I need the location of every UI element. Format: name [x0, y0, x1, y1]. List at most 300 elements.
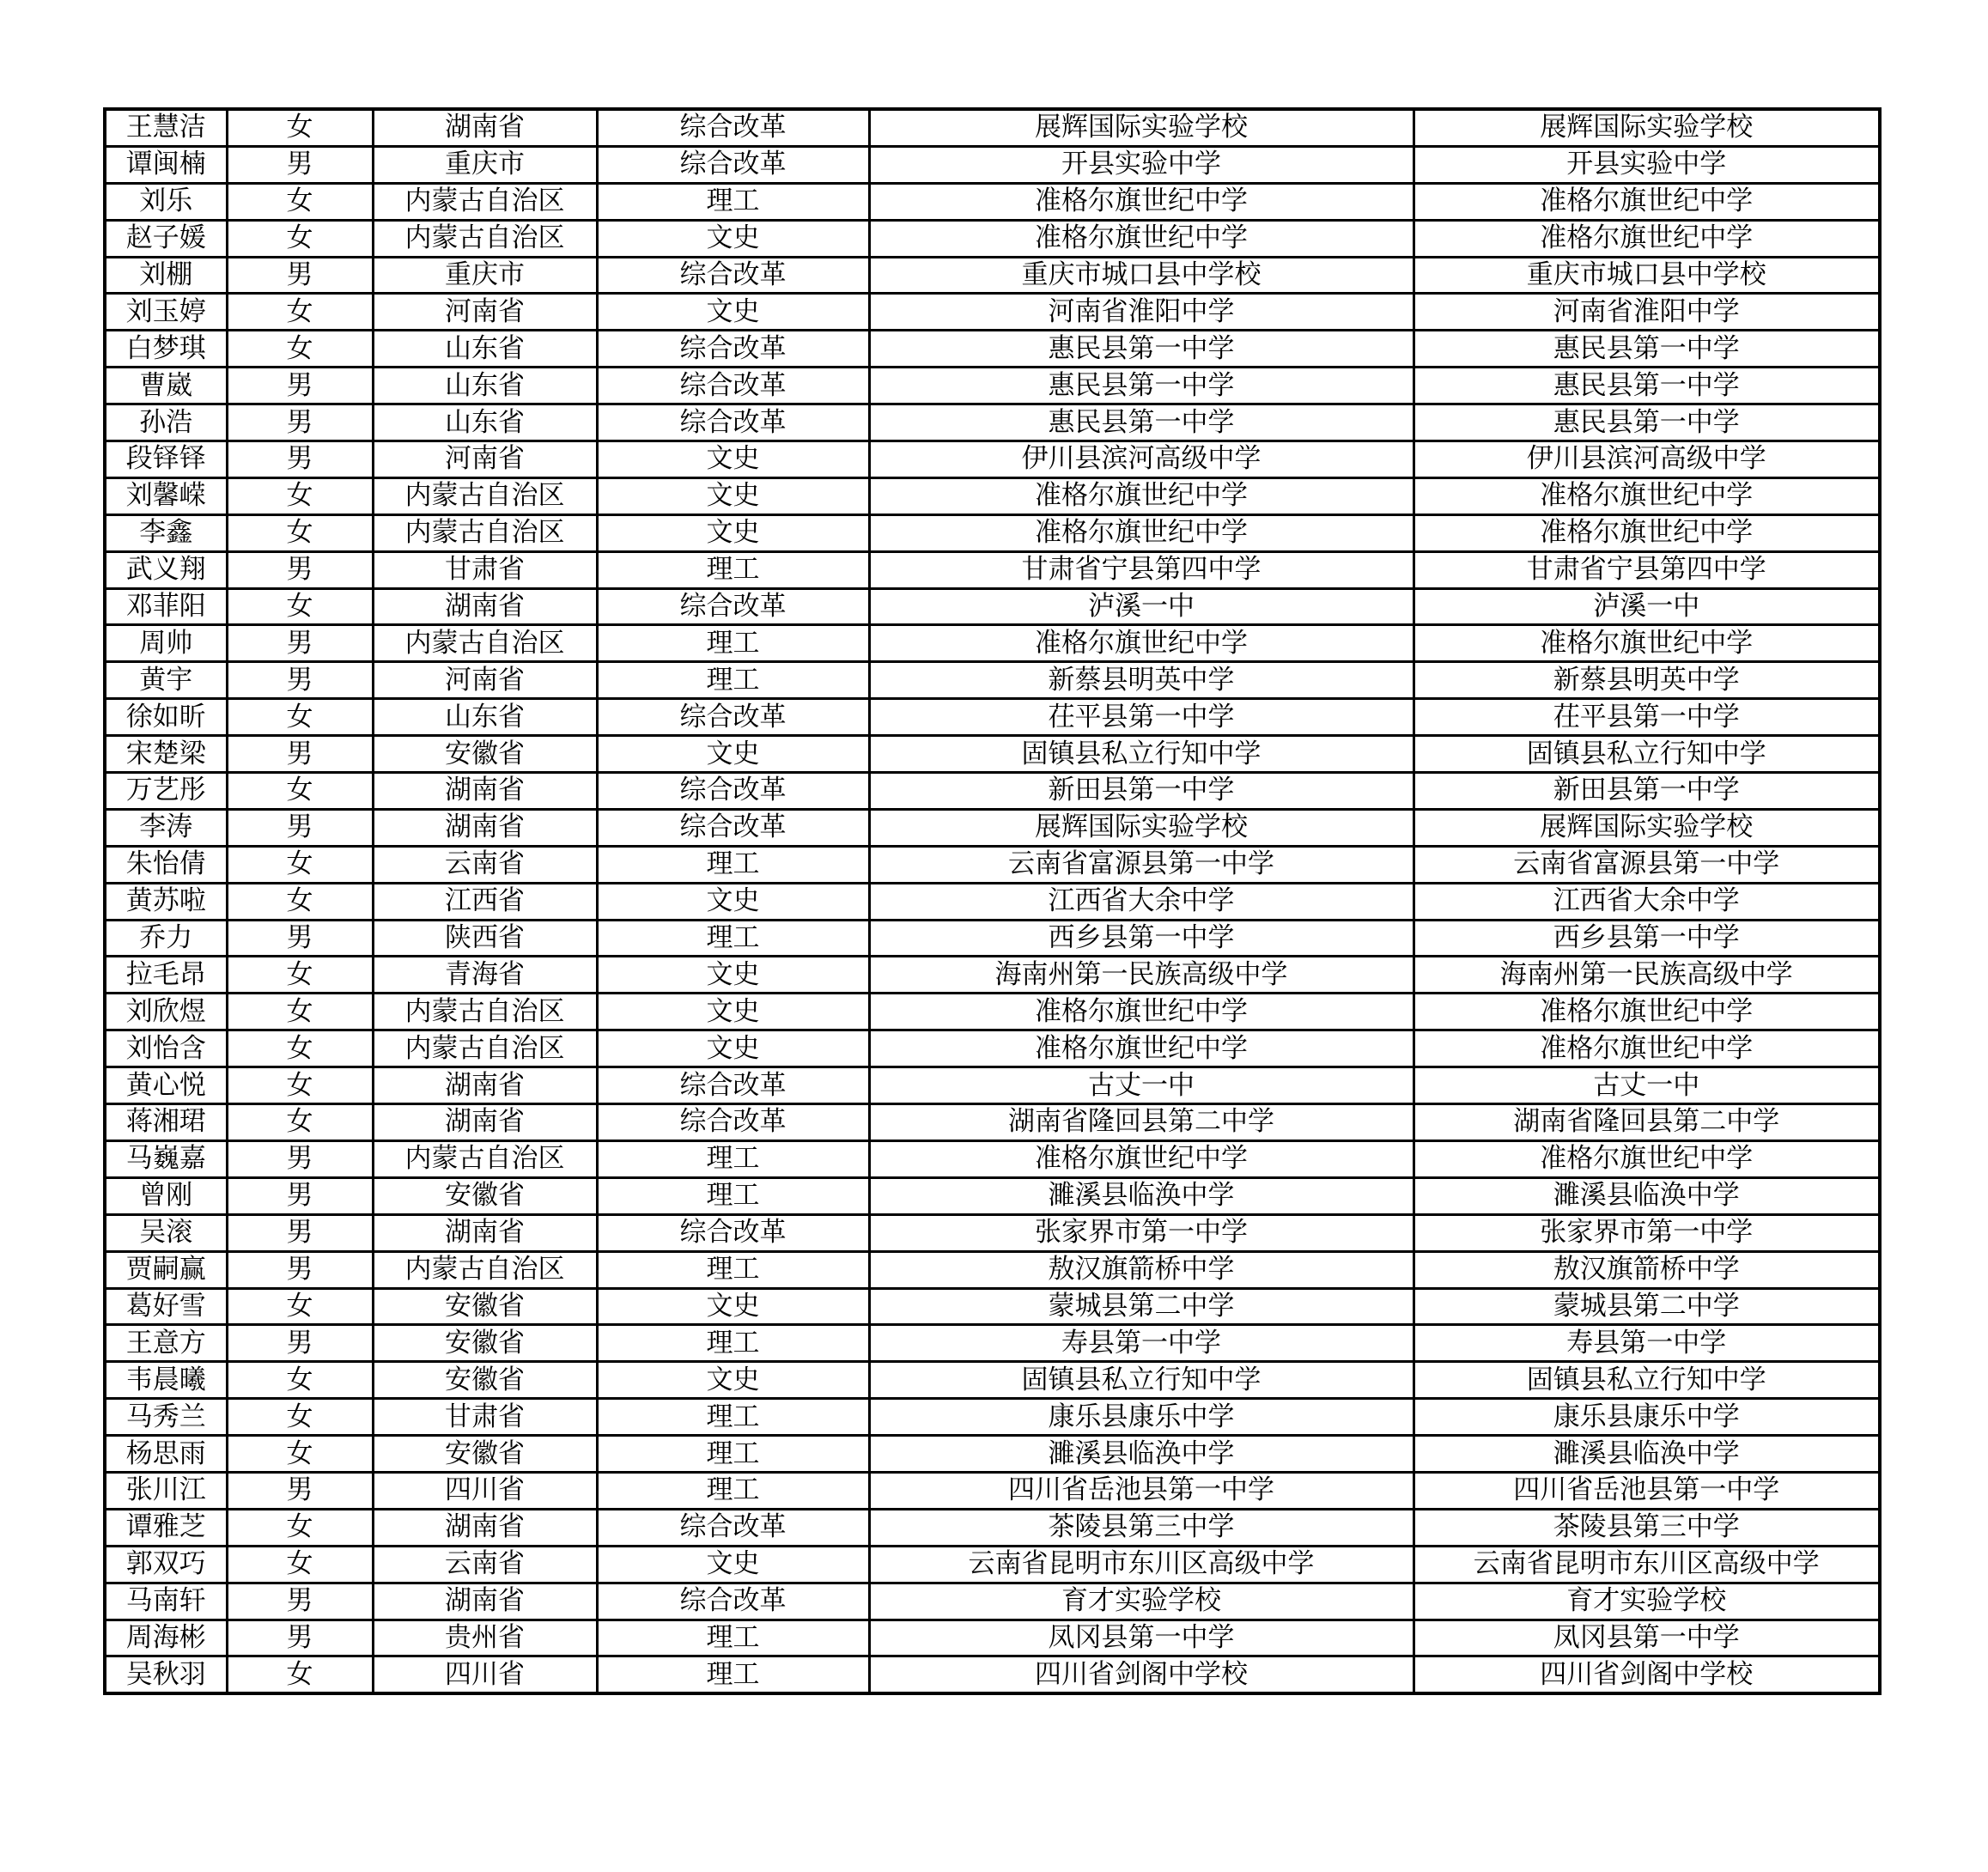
- category-cell: 文史: [597, 1288, 869, 1325]
- school-cell: 茌平县第一中学: [869, 699, 1413, 736]
- school-cell-2: 湖南省隆回县第二中学: [1413, 1104, 1880, 1141]
- name-cell: 乔力: [105, 920, 227, 957]
- gender-cell: 男: [227, 257, 373, 294]
- school-cell: 敖汉旗箭桥中学: [869, 1251, 1413, 1288]
- school-cell: 四川省剑阁中学校: [869, 1656, 1413, 1693]
- school-cell: 海南州第一民族高级中学: [869, 957, 1413, 994]
- table-row: [105, 957, 1880, 994]
- name-cell: 葛好雪: [105, 1288, 227, 1325]
- school-cell-2: 敖汉旗箭桥中学: [1413, 1251, 1880, 1288]
- province-cell: 云南省: [373, 846, 597, 883]
- school-cell-2: 四川省剑阁中学校: [1413, 1656, 1880, 1693]
- province-cell: 四川省: [373, 1472, 597, 1509]
- category-cell: 文史: [597, 441, 869, 478]
- name-cell: 宋楚梁: [105, 736, 227, 773]
- gender-cell: 女: [227, 1030, 373, 1067]
- province-cell: 内蒙古自治区: [373, 183, 597, 220]
- school-cell-2: 惠民县第一中学: [1413, 404, 1880, 441]
- gender-cell: 男: [227, 920, 373, 957]
- school-cell: 准格尔旗世纪中学: [869, 183, 1413, 220]
- province-cell: 河南省: [373, 294, 597, 331]
- school-cell: 濉溪县临涣中学: [869, 1177, 1413, 1214]
- gender-cell: 男: [227, 1472, 373, 1509]
- school-cell: 西乡县第一中学: [869, 920, 1413, 957]
- gender-cell: 女: [227, 294, 373, 331]
- table-row: [105, 1583, 1880, 1620]
- province-cell: 内蒙古自治区: [373, 994, 597, 1030]
- province-cell: 四川省: [373, 1656, 597, 1693]
- school-cell: 准格尔旗世纪中学: [869, 625, 1413, 662]
- name-cell: 张川江: [105, 1472, 227, 1509]
- category-cell: 文史: [597, 1030, 869, 1067]
- gender-cell: 男: [227, 1214, 373, 1251]
- school-cell: 四川省岳池县第一中学: [869, 1472, 1413, 1509]
- category-cell: 文史: [597, 1546, 869, 1583]
- gender-cell: 男: [227, 1177, 373, 1214]
- school-cell: 河南省淮阳中学: [869, 294, 1413, 331]
- category-cell: 文史: [597, 1362, 869, 1399]
- province-cell: 安徽省: [373, 1288, 597, 1325]
- school-cell: 展辉国际实验学校: [869, 109, 1413, 146]
- name-cell: 黄宇: [105, 662, 227, 699]
- name-cell: 蒋湘珺: [105, 1104, 227, 1141]
- category-cell: 理工: [597, 1472, 869, 1509]
- category-cell: 综合改革: [597, 1214, 869, 1251]
- name-cell: 韦晨曦: [105, 1362, 227, 1399]
- school-cell-2: 新蔡县明英中学: [1413, 662, 1880, 699]
- school-cell: 重庆市城口县中学校: [869, 257, 1413, 294]
- school-cell: 惠民县第一中学: [869, 331, 1413, 368]
- province-cell: 安徽省: [373, 1362, 597, 1399]
- gender-cell: 女: [227, 846, 373, 883]
- school-cell: 蒙城县第二中学: [869, 1288, 1413, 1325]
- school-cell: 湖南省隆回县第二中学: [869, 1104, 1413, 1141]
- gender-cell: 女: [227, 220, 373, 257]
- category-cell: 文史: [597, 514, 869, 551]
- province-cell: 湖南省: [373, 1214, 597, 1251]
- school-cell: 育才实验学校: [869, 1583, 1413, 1620]
- category-cell: 综合改革: [597, 331, 869, 368]
- gender-cell: 男: [227, 625, 373, 662]
- province-cell: 陕西省: [373, 920, 597, 957]
- school-cell: 准格尔旗世纪中学: [869, 220, 1413, 257]
- school-cell-2: 展辉国际实验学校: [1413, 109, 1880, 146]
- school-cell-2: 云南省富源县第一中学: [1413, 846, 1880, 883]
- province-cell: 河南省: [373, 662, 597, 699]
- table-row: [105, 1509, 1880, 1546]
- school-cell: 泸溪一中: [869, 588, 1413, 625]
- name-cell: 曹崴: [105, 368, 227, 404]
- school-cell-2: 惠民县第一中学: [1413, 331, 1880, 368]
- school-cell-2: 准格尔旗世纪中学: [1413, 1030, 1880, 1067]
- school-cell-2: 寿县第一中学: [1413, 1325, 1880, 1362]
- table-row: [105, 1288, 1880, 1325]
- school-cell: 开县实验中学: [869, 146, 1413, 183]
- school-cell-2: 准格尔旗世纪中学: [1413, 625, 1880, 662]
- gender-cell: 男: [227, 736, 373, 773]
- province-cell: 安徽省: [373, 1177, 597, 1214]
- school-cell-2: 准格尔旗世纪中学: [1413, 220, 1880, 257]
- province-cell: 甘肃省: [373, 1399, 597, 1436]
- category-cell: 综合改革: [597, 1104, 869, 1141]
- school-cell: 固镇县私立行知中学: [869, 1362, 1413, 1399]
- category-cell: 文史: [597, 294, 869, 331]
- name-cell: 谭雅芝: [105, 1509, 227, 1546]
- gender-cell: 男: [227, 1251, 373, 1288]
- category-cell: 综合改革: [597, 1509, 869, 1546]
- name-cell: 曾刚: [105, 1177, 227, 1214]
- school-cell: 准格尔旗世纪中学: [869, 514, 1413, 551]
- table-row: [105, 1656, 1880, 1693]
- name-cell: 拉毛昂: [105, 957, 227, 994]
- province-cell: 甘肃省: [373, 551, 597, 588]
- gender-cell: 女: [227, 331, 373, 368]
- school-cell: 固镇县私立行知中学: [869, 736, 1413, 773]
- name-cell: 杨思雨: [105, 1436, 227, 1473]
- table-row: [105, 183, 1880, 220]
- table-row: [105, 736, 1880, 773]
- school-cell: 新田县第一中学: [869, 773, 1413, 810]
- name-cell: 吴滚: [105, 1214, 227, 1251]
- name-cell: 谭闽楠: [105, 146, 227, 183]
- table-row: [105, 220, 1880, 257]
- province-cell: 湖南省: [373, 773, 597, 810]
- school-cell-2: 泸溪一中: [1413, 588, 1880, 625]
- gender-cell: 男: [227, 404, 373, 441]
- category-cell: 理工: [597, 1177, 869, 1214]
- gender-cell: 男: [227, 551, 373, 588]
- gender-cell: 男: [227, 146, 373, 183]
- school-cell: 寿县第一中学: [869, 1325, 1413, 1362]
- gender-cell: 女: [227, 1546, 373, 1583]
- gender-cell: 女: [227, 994, 373, 1030]
- category-cell: 综合改革: [597, 368, 869, 404]
- gender-cell: 男: [227, 1140, 373, 1177]
- name-cell: 万艺彤: [105, 773, 227, 810]
- name-cell: 李涛: [105, 809, 227, 846]
- school-cell: 云南省昆明市东川区高级中学: [869, 1546, 1413, 1583]
- name-cell: 白梦琪: [105, 331, 227, 368]
- school-cell-2: 西乡县第一中学: [1413, 920, 1880, 957]
- school-cell-2: 古丈一中: [1413, 1067, 1880, 1104]
- school-cell-2: 江西省大余中学: [1413, 883, 1880, 920]
- school-cell: 古丈一中: [869, 1067, 1413, 1104]
- gender-cell: 女: [227, 514, 373, 551]
- school-cell: 展辉国际实验学校: [869, 809, 1413, 846]
- school-cell: 云南省富源县第一中学: [869, 846, 1413, 883]
- table-row: [105, 441, 1880, 478]
- table-row: [105, 920, 1880, 957]
- table-row: [105, 773, 1880, 810]
- school-cell-2: 固镇县私立行知中学: [1413, 736, 1880, 773]
- province-cell: 湖南省: [373, 109, 597, 146]
- gender-cell: 女: [227, 183, 373, 220]
- category-cell: 综合改革: [597, 699, 869, 736]
- province-cell: 山东省: [373, 699, 597, 736]
- school-cell-2: 伊川县滨河高级中学: [1413, 441, 1880, 478]
- table-row: [105, 257, 1880, 294]
- table-row: [105, 551, 1880, 588]
- province-cell: 云南省: [373, 1546, 597, 1583]
- gender-cell: 男: [227, 368, 373, 404]
- school-cell: 茶陵县第三中学: [869, 1509, 1413, 1546]
- category-cell: 文史: [597, 477, 869, 514]
- name-cell: 王慧洁: [105, 109, 227, 146]
- province-cell: 湖南省: [373, 1067, 597, 1104]
- name-cell: 朱怡倩: [105, 846, 227, 883]
- school-cell: 惠民县第一中学: [869, 404, 1413, 441]
- gender-cell: 男: [227, 809, 373, 846]
- name-cell: 吴秋羽: [105, 1656, 227, 1693]
- table-row: [105, 1251, 1880, 1288]
- province-cell: 安徽省: [373, 736, 597, 773]
- category-cell: 理工: [597, 1436, 869, 1473]
- name-cell: 徐如昕: [105, 699, 227, 736]
- table-row: [105, 368, 1880, 404]
- category-cell: 理工: [597, 1399, 869, 1436]
- province-cell: 湖南省: [373, 809, 597, 846]
- gender-cell: 女: [227, 773, 373, 810]
- category-cell: 综合改革: [597, 773, 869, 810]
- school-cell-2: 茶陵县第三中学: [1413, 1509, 1880, 1546]
- table-row: [105, 514, 1880, 551]
- province-cell: 湖南省: [373, 1509, 597, 1546]
- school-cell: 伊川县滨河高级中学: [869, 441, 1413, 478]
- table-row: [105, 1140, 1880, 1177]
- table-row: [105, 1104, 1880, 1141]
- school-cell: 凤冈县第一中学: [869, 1620, 1413, 1656]
- table-row: [105, 1214, 1880, 1251]
- gender-cell: 男: [227, 441, 373, 478]
- name-cell: 刘玉婷: [105, 294, 227, 331]
- name-cell: 邓菲阳: [105, 588, 227, 625]
- province-cell: 湖南省: [373, 1104, 597, 1141]
- category-cell: 综合改革: [597, 404, 869, 441]
- category-cell: 理工: [597, 1620, 869, 1656]
- province-cell: 安徽省: [373, 1325, 597, 1362]
- gender-cell: 女: [227, 109, 373, 146]
- category-cell: 综合改革: [597, 146, 869, 183]
- gender-cell: 女: [227, 699, 373, 736]
- school-cell-2: 准格尔旗世纪中学: [1413, 183, 1880, 220]
- province-cell: 内蒙古自治区: [373, 220, 597, 257]
- school-cell-2: 四川省岳池县第一中学: [1413, 1472, 1880, 1509]
- name-cell: 马巍嘉: [105, 1140, 227, 1177]
- gender-cell: 女: [227, 883, 373, 920]
- gender-cell: 男: [227, 1325, 373, 1362]
- name-cell: 刘馨嵘: [105, 477, 227, 514]
- table-row: [105, 1620, 1880, 1656]
- school-cell-2: 准格尔旗世纪中学: [1413, 994, 1880, 1030]
- table-row: [105, 588, 1880, 625]
- table-row: [105, 109, 1880, 146]
- name-cell: 黄苏啦: [105, 883, 227, 920]
- name-cell: 刘乐: [105, 183, 227, 220]
- province-cell: 青海省: [373, 957, 597, 994]
- category-cell: 理工: [597, 1140, 869, 1177]
- table-row: [105, 404, 1880, 441]
- province-cell: 内蒙古自治区: [373, 1030, 597, 1067]
- school-cell-2: 濉溪县临涣中学: [1413, 1436, 1880, 1473]
- province-cell: 内蒙古自治区: [373, 514, 597, 551]
- name-cell: 王意方: [105, 1325, 227, 1362]
- school-cell-2: 海南州第一民族高级中学: [1413, 957, 1880, 994]
- gender-cell: 女: [227, 1288, 373, 1325]
- table-row: [105, 699, 1880, 736]
- school-cell-2: 康乐县康乐中学: [1413, 1399, 1880, 1436]
- category-cell: 文史: [597, 883, 869, 920]
- school-cell-2: 开县实验中学: [1413, 146, 1880, 183]
- gender-cell: 女: [227, 1399, 373, 1436]
- name-cell: 马南轩: [105, 1583, 227, 1620]
- school-cell-2: 重庆市城口县中学校: [1413, 257, 1880, 294]
- gender-cell: 女: [227, 1104, 373, 1141]
- category-cell: 文史: [597, 957, 869, 994]
- school-cell-2: 展辉国际实验学校: [1413, 809, 1880, 846]
- school-cell-2: 河南省淮阳中学: [1413, 294, 1880, 331]
- table-row: [105, 662, 1880, 699]
- category-cell: 综合改革: [597, 809, 869, 846]
- category-cell: 综合改革: [597, 257, 869, 294]
- gender-cell: 女: [227, 477, 373, 514]
- table-row: [105, 1362, 1880, 1399]
- name-cell: 刘棚: [105, 257, 227, 294]
- table-row: [105, 477, 1880, 514]
- category-cell: 文史: [597, 736, 869, 773]
- school-cell-2: 甘肃省宁县第四中学: [1413, 551, 1880, 588]
- school-cell: 濉溪县临涣中学: [869, 1436, 1413, 1473]
- category-cell: 综合改革: [597, 109, 869, 146]
- name-cell: 武义翔: [105, 551, 227, 588]
- school-cell: 准格尔旗世纪中学: [869, 1030, 1413, 1067]
- province-cell: 河南省: [373, 441, 597, 478]
- table-row: [105, 294, 1880, 331]
- school-cell-2: 蒙城县第二中学: [1413, 1288, 1880, 1325]
- table-row: [105, 846, 1880, 883]
- table-row: [105, 883, 1880, 920]
- school-cell-2: 育才实验学校: [1413, 1583, 1880, 1620]
- school-cell: 准格尔旗世纪中学: [869, 477, 1413, 514]
- school-cell-2: 新田县第一中学: [1413, 773, 1880, 810]
- school-cell: 张家界市第一中学: [869, 1214, 1413, 1251]
- school-cell-2: 惠民县第一中学: [1413, 368, 1880, 404]
- gender-cell: 女: [227, 1656, 373, 1693]
- name-cell: 马秀兰: [105, 1399, 227, 1436]
- student-table: [103, 107, 1882, 1695]
- province-cell: 江西省: [373, 883, 597, 920]
- table-row: [105, 146, 1880, 183]
- gender-cell: 女: [227, 1362, 373, 1399]
- school-cell-2: 濉溪县临涣中学: [1413, 1177, 1880, 1214]
- province-cell: 湖南省: [373, 588, 597, 625]
- category-cell: 综合改革: [597, 588, 869, 625]
- school-cell-2: 准格尔旗世纪中学: [1413, 1140, 1880, 1177]
- table-row: [105, 1325, 1880, 1362]
- school-cell-2: 固镇县私立行知中学: [1413, 1362, 1880, 1399]
- category-cell: 理工: [597, 183, 869, 220]
- table-row: [105, 625, 1880, 662]
- gender-cell: 女: [227, 588, 373, 625]
- gender-cell: 男: [227, 662, 373, 699]
- table-row: [105, 1030, 1880, 1067]
- province-cell: 内蒙古自治区: [373, 1140, 597, 1177]
- school-cell-2: 凤冈县第一中学: [1413, 1620, 1880, 1656]
- name-cell: 赵子媛: [105, 220, 227, 257]
- category-cell: 理工: [597, 920, 869, 957]
- name-cell: 段铎铎: [105, 441, 227, 478]
- gender-cell: 男: [227, 1583, 373, 1620]
- school-cell: 惠民县第一中学: [869, 368, 1413, 404]
- name-cell: 李鑫: [105, 514, 227, 551]
- school-cell-2: 云南省昆明市东川区高级中学: [1413, 1546, 1880, 1583]
- category-cell: 理工: [597, 1251, 869, 1288]
- province-cell: 安徽省: [373, 1436, 597, 1473]
- category-cell: 理工: [597, 1325, 869, 1362]
- category-cell: 理工: [597, 551, 869, 588]
- category-cell: 理工: [597, 846, 869, 883]
- school-cell: 甘肃省宁县第四中学: [869, 551, 1413, 588]
- province-cell: 重庆市: [373, 146, 597, 183]
- province-cell: 内蒙古自治区: [373, 625, 597, 662]
- gender-cell: 女: [227, 957, 373, 994]
- school-cell: 准格尔旗世纪中学: [869, 994, 1413, 1030]
- province-cell: 山东省: [373, 331, 597, 368]
- table-row: [105, 1067, 1880, 1104]
- category-cell: 理工: [597, 1656, 869, 1693]
- name-cell: 孙浩: [105, 404, 227, 441]
- province-cell: 内蒙古自治区: [373, 1251, 597, 1288]
- school-cell-2: 准格尔旗世纪中学: [1413, 477, 1880, 514]
- school-cell: 新蔡县明英中学: [869, 662, 1413, 699]
- gender-cell: 女: [227, 1436, 373, 1473]
- table-row: [105, 994, 1880, 1030]
- school-cell-2: 张家界市第一中学: [1413, 1214, 1880, 1251]
- name-cell: 周海彬: [105, 1620, 227, 1656]
- province-cell: 贵州省: [373, 1620, 597, 1656]
- table-row: [105, 1399, 1880, 1436]
- category-cell: 文史: [597, 220, 869, 257]
- school-cell: 准格尔旗世纪中学: [869, 1140, 1413, 1177]
- name-cell: 刘怡含: [105, 1030, 227, 1067]
- gender-cell: 女: [227, 1067, 373, 1104]
- table-row: [105, 1436, 1880, 1473]
- category-cell: 综合改革: [597, 1583, 869, 1620]
- province-cell: 湖南省: [373, 1583, 597, 1620]
- province-cell: 山东省: [373, 404, 597, 441]
- name-cell: 郭双巧: [105, 1546, 227, 1583]
- province-cell: 山东省: [373, 368, 597, 404]
- category-cell: 理工: [597, 662, 869, 699]
- table-row: [105, 809, 1880, 846]
- name-cell: 周帅: [105, 625, 227, 662]
- province-cell: 内蒙古自治区: [373, 477, 597, 514]
- table-row: [105, 1546, 1880, 1583]
- table-row: [105, 331, 1880, 368]
- table-row: [105, 1177, 1880, 1214]
- gender-cell: 女: [227, 1509, 373, 1546]
- name-cell: 贾嗣赢: [105, 1251, 227, 1288]
- category-cell: 综合改革: [597, 1067, 869, 1104]
- category-cell: 理工: [597, 625, 869, 662]
- school-cell-2: 准格尔旗世纪中学: [1413, 514, 1880, 551]
- school-cell-2: 茌平县第一中学: [1413, 699, 1880, 736]
- school-cell: 康乐县康乐中学: [869, 1399, 1413, 1436]
- name-cell: 黄心悦: [105, 1067, 227, 1104]
- student-table-body: [105, 109, 1880, 1693]
- name-cell: 刘欣煜: [105, 994, 227, 1030]
- table-row: [105, 1472, 1880, 1509]
- school-cell: 江西省大余中学: [869, 883, 1413, 920]
